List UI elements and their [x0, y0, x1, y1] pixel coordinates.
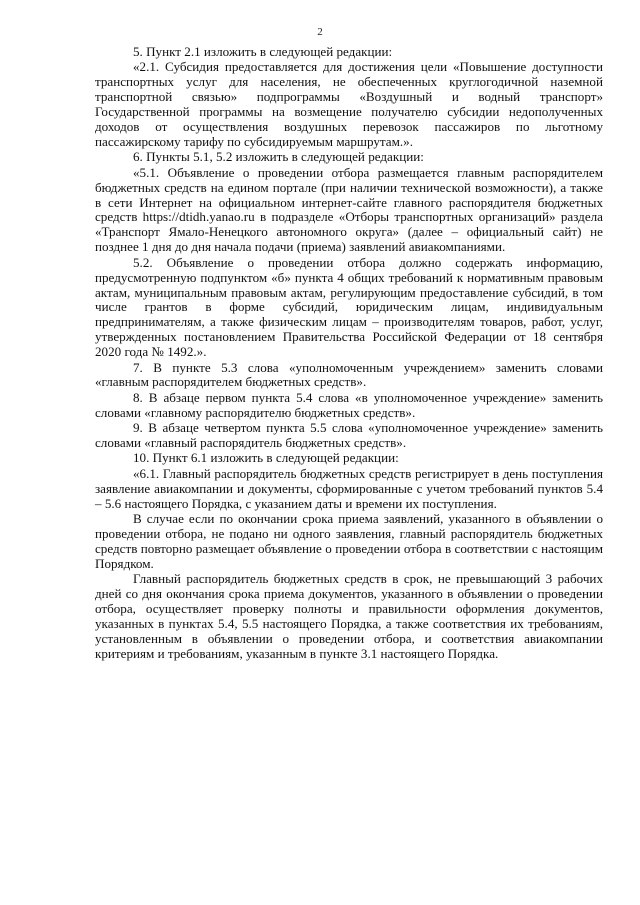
page-number: 2 — [317, 26, 323, 38]
paragraph-clause-6-1: «6.1. Главный распорядитель бюджетных средств регистрирует в день поступления заявление авиакомпании и документы, сформированные с учетом требований пунктов 5.4 – 5.6 настоящего Порядка, с указанием даты и времени их поступления. — [95, 465, 603, 511]
paragraph-item-8: 8. В абзаце первом пункта 5.4 слова «в уполномоченное учреждение» заменить словами «главному распорядителю бюджетных средств». — [95, 389, 603, 420]
paragraph-item-5: 5. Пункт 2.1 изложить в следующей редакции: — [133, 44, 393, 59]
paragraph-item-10: 10. Пункт 6.1 изложить в следующей редакции: — [133, 450, 399, 466]
paragraph-repeat-announcement: В случае если по окончании срока приема заявлений, указанного в объявлении о проведении отбора, не подано ни одного заявления, главный распорядитель бюджетных средств повторно размещает объявление о проведении отбора в соответствии с настоящим Порядком. — [95, 511, 603, 571]
document-body — [95, 45, 603, 662]
paragraph-item-9: 9. В абзаце четвертом пункта 5.5 слова «уполномоченное учреждение» заменить словами «главный распорядитель бюджетных средств». — [95, 420, 603, 451]
paragraph-item-7: 7. В пункте 5.3 слова «уполномоченным учреждением» заменить словами «главным распорядителем бюджетных средств». — [95, 359, 603, 390]
paragraph-document-check: Главный распорядитель бюджетных средств в срок, не превышающий 3 рабочих дней со дня окончания срока приема документов, указанного в объявлении о проведении отбора, осуществляет проверку полноты и правильности оформления документов, указанных в пунктах 5.4, 5.5 настоящего Порядка, а также соответствия их требованиям, установленным в объявлении о проведении отбора, и соответствия авиакомпании критериям и требованиям, указанным в пункте 3.1 настоящего Порядка. — [95, 571, 603, 661]
paragraph-clause-5-1: «5.1. Объявление о проведении отбора размещается главным распорядителем бюджетных средств на едином портале (при наличии технической возможности), а также в сети Интернет на официальном интернет-сайте главного распорядителя бюджетных средств https://dtidh.yanao.ru в подразделе «Отборы транспортных организаций» раздела «Транспорт Ямало-Ненецкого автономного округа» (далее – официальный сайт) не позднее 1 дня до дня начала подачи (приема) заявлений авиакомпаниями. — [95, 164, 603, 255]
paragraph-clause-2-1: «2.1. Субсидия предоставляется для достижения цели «Повышение доступности транспортных услуг для населения, не обеспеченных круглогодичной наземной транспортной связью» подпрограммы «Воздушный и водный транспорт» Государственной программы на возмещение получателю субсидии недополученных доходов от осуществления воздушных перевозок пассажиров по льготному пассажирскому тарифу по субсидируемым маршрутам.». — [95, 59, 603, 149]
paragraph-item-6: 6. Пункты 5.1, 5.2 изложить в следующей редакции: — [133, 149, 424, 165]
paragraph-clause-5-2: 5.2. Объявление о проведении отбора должно содержать информацию, предусмотренную подпунктом «б» пункта 4 общих требований к нормативным правовым актам, муниципальным правовым актам, регулирующим предоставление субсидий, в том числе грантов в форме субсидий, юридическим лицам, индивидуальным предпринимателям, а также физическим лицам – производителям товаров, работ, услуг, утвержденных постановлением Правительства Российской Федерации от 18 сентября 2020 года № 1492.». — [95, 254, 603, 360]
